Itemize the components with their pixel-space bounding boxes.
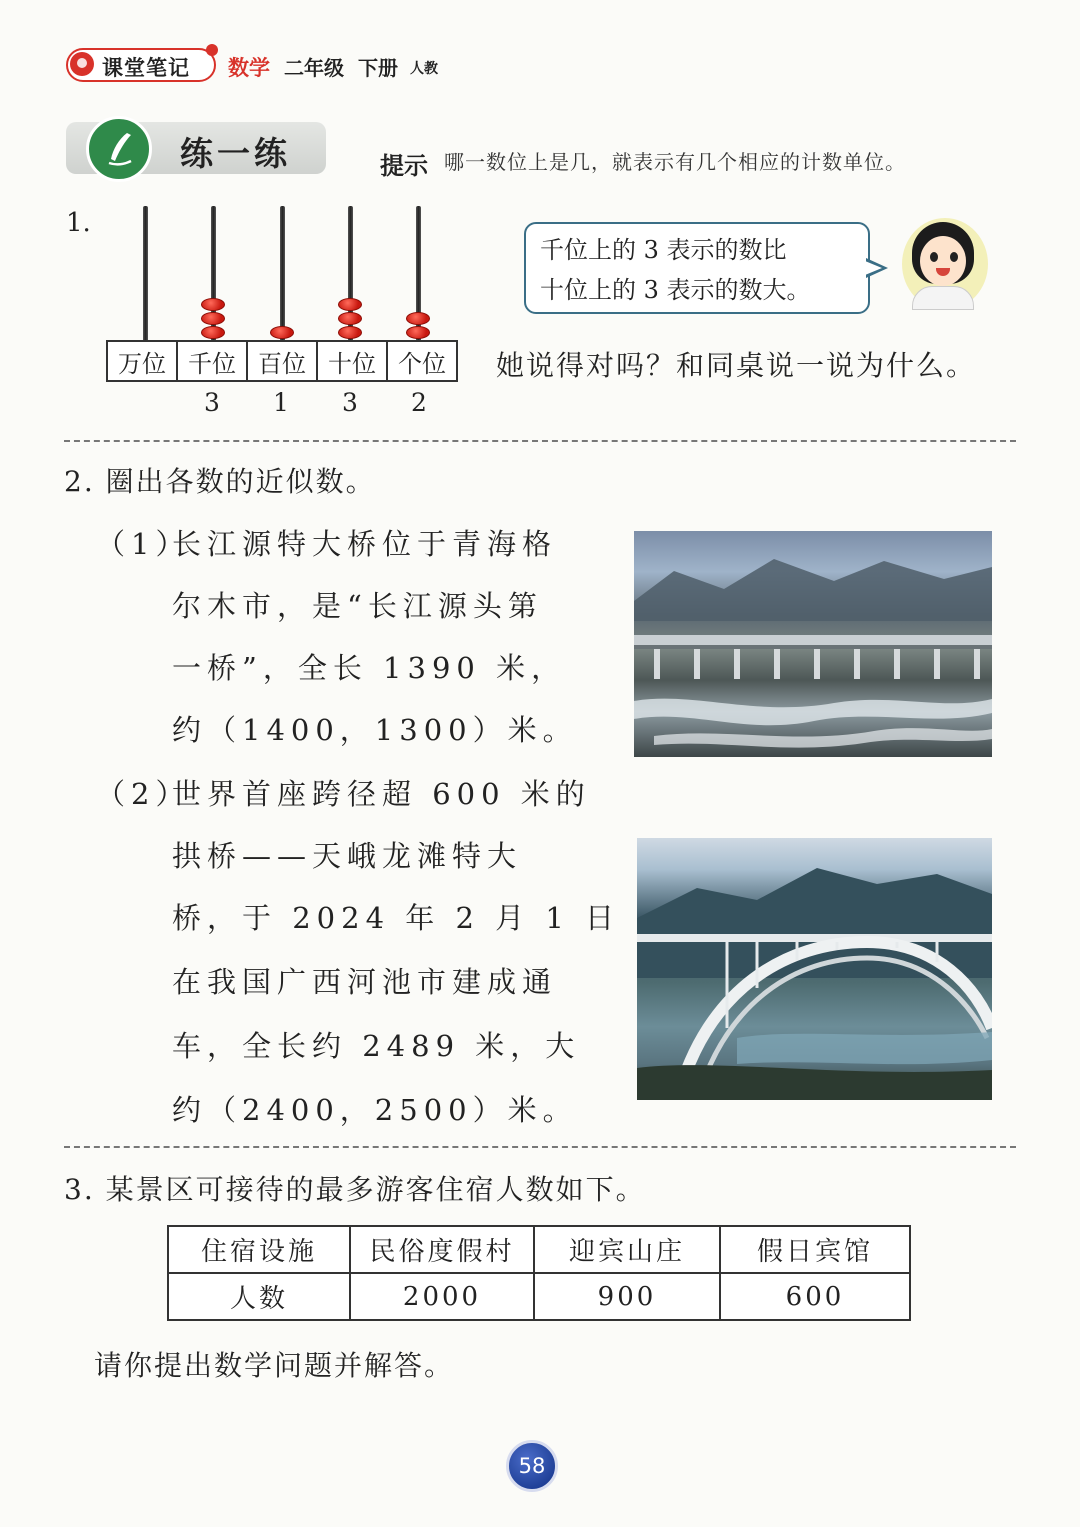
- section-divider: [64, 440, 1016, 442]
- table-cell: 人数: [168, 1273, 350, 1320]
- q2-part1-line: 尔木市，是“长江源头第: [172, 589, 543, 623]
- question-1-number: 1.: [66, 208, 91, 238]
- q2-part1-line: 一桥”，全长 1390 米，: [172, 651, 567, 685]
- hint-text: 哪一数位上是几，就表示有几个相应的计数单位。: [444, 150, 906, 174]
- yangtze-bridge-photo: [634, 531, 992, 757]
- place-value-table: [106, 340, 458, 382]
- abacus-rod-ten-thousands: [143, 206, 148, 342]
- table-header-cell: 民俗度假村: [350, 1226, 534, 1273]
- speech-bubble: [524, 222, 870, 314]
- notes-logo-icon: [70, 52, 94, 76]
- lodging-capacity-table: [167, 1225, 911, 1321]
- abacus-bead: [201, 298, 225, 311]
- q2-part2-line: 在我国广西河池市建成通: [172, 965, 558, 999]
- header-edition: 人教: [410, 61, 438, 77]
- abacus-rod-hundreds: [280, 206, 285, 342]
- heart-icon: [206, 44, 218, 56]
- digit-tens: 3: [342, 388, 358, 417]
- place-ten-thousands: 万位: [107, 341, 177, 381]
- abacus-bead: [338, 298, 362, 311]
- table-row: [168, 1273, 910, 1320]
- table-cell: 600: [720, 1273, 910, 1320]
- place-hundreds: 百位: [247, 341, 317, 381]
- girl-eye: [930, 252, 938, 262]
- table-cell: 900: [534, 1273, 720, 1320]
- digit-hundreds: 1: [273, 388, 289, 417]
- q2-part1-label: （1）: [96, 527, 191, 561]
- bubble-tail-inner: [865, 261, 882, 275]
- question-2-title: 2. 圈出各数的近似数。: [64, 465, 376, 498]
- q2-part2-line: 桥，于 2024 年 2 月 1 日: [172, 901, 621, 935]
- question-3-prompt: 请你提出数学问题并解答。: [94, 1349, 455, 1382]
- hint-label: 提示: [380, 152, 428, 180]
- abacus-bead: [406, 312, 430, 325]
- tiane-longtan-bridge-photo: [637, 838, 992, 1100]
- q2-part2-line: 拱桥——天峨龙滩特大: [172, 839, 523, 873]
- abacus-bead: [270, 326, 294, 339]
- table-header-cell: 假日宾馆: [720, 1226, 910, 1273]
- pen-icon: [86, 116, 152, 182]
- girl-body: [912, 286, 974, 310]
- header-term: 下册: [358, 56, 398, 80]
- girl-eye: [950, 252, 958, 262]
- bubble-line-1: 千位上的 3 表示的数比: [540, 236, 787, 264]
- question-1-prompt: 她说得对吗？和同桌说一说为什么。: [496, 349, 977, 382]
- q2-part1-line: 长江源特大桥位于青海格: [172, 527, 558, 561]
- place-ones: 个位: [387, 341, 457, 381]
- digit-ones: 2: [411, 388, 427, 417]
- table-cell: 2000: [350, 1273, 534, 1320]
- question-3-title: 3. 某景区可接待的最多游客住宿人数如下。: [64, 1173, 646, 1206]
- abacus-bead: [338, 312, 362, 325]
- place-tens: 十位: [317, 341, 387, 381]
- q2-part1-line: 约（1400，1300）米。: [172, 713, 578, 747]
- girl-face: [920, 236, 966, 286]
- section-divider: [64, 1146, 1016, 1148]
- page-number: 58: [506, 1440, 558, 1492]
- abacus-bead: [406, 326, 430, 339]
- q2-part2-label: （2）: [96, 777, 191, 811]
- practice-title: 练一练: [180, 134, 291, 173]
- arch-bridge-illustration: [637, 838, 992, 1100]
- table-header-cell: 迎宾山庄: [534, 1226, 720, 1273]
- abacus-bead: [201, 312, 225, 325]
- abacus-bead: [338, 326, 362, 339]
- q2-part2-line: 世界首座跨径超 600 米的: [172, 777, 591, 811]
- pen-icon-graphic: [89, 119, 149, 179]
- header-grade: 二年级: [284, 56, 344, 80]
- header-notes-label: 课堂笔记: [102, 56, 190, 80]
- header-subject: 数学: [228, 56, 270, 80]
- table-header-row: [168, 1226, 910, 1273]
- q2-part2-line: 约（2400，2500）米。: [172, 1093, 578, 1127]
- yangtze-bridge-illustration: [634, 531, 992, 757]
- bubble-line-2: 十位上的 3 表示的数大。: [540, 276, 811, 304]
- digit-thousands: 3: [204, 388, 220, 417]
- place-thousands: 千位: [177, 341, 247, 381]
- table-header-cell: 住宿设施: [168, 1226, 350, 1273]
- abacus-bead: [201, 326, 225, 339]
- q2-part2-line: 车，全长约 2489 米，大: [172, 1029, 581, 1063]
